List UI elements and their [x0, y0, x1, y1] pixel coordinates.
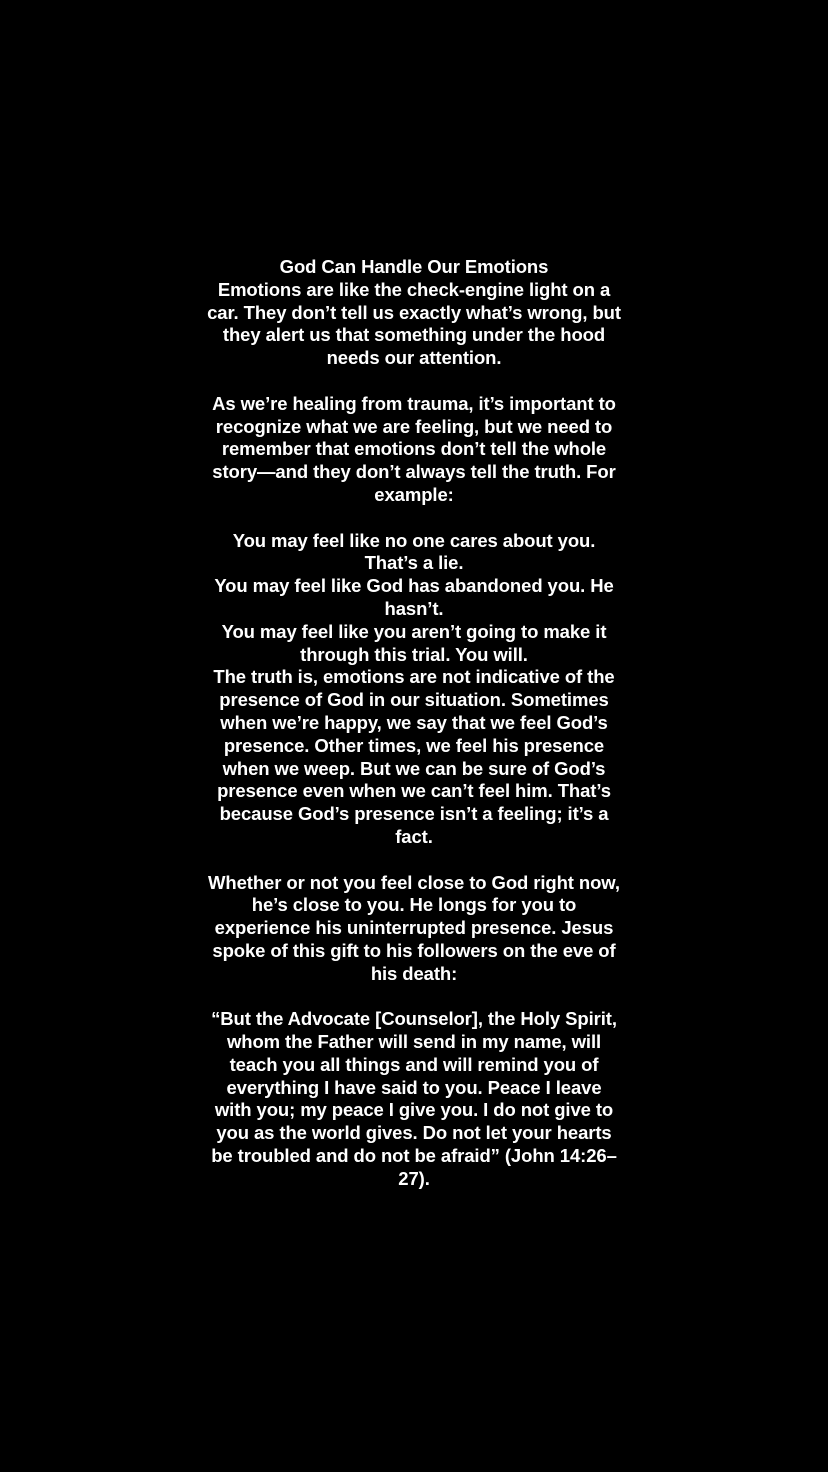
paragraph-spacer [206, 849, 622, 872]
line-god-abandoned: You may feel like God has abandoned you. He hasn’t. [214, 575, 614, 619]
paragraph-close-to-god: Whether or not you feel close to God right now, he’s close to you. He longs for you to experience his uninterrupted presence. Jesus spoke of this gift to his followers on the eve of his death: [208, 871, 620, 984]
paragraph-check-engine: Emotions are like the check-engine light on a car. They don’t tell us exactly what’s wrong, but they alert us that something under the hood needs our attention. [207, 278, 621, 369]
paragraph-spacer [206, 370, 622, 393]
paragraph-healing-trauma: As we’re healing from trauma, it’s important to recognize what we are feeling, but we need to remember that emotions don’t tell the whole story—and they don’t always tell the truth. For example: [212, 392, 616, 505]
paragraph-spacer [206, 986, 622, 1009]
story-title: God Can Handle Our Emotions [279, 256, 549, 277]
line-make-it-through: You may feel like you aren’t going to make it through this trial. You will. [221, 620, 607, 665]
scripture-quote: “But the Advocate [Counselor], the Holy Spirit, whom the Father will send in my name, will teach you all things and will remind you of everything I have said to you. Peace I leave with you; my peace I give you. I do not give to you as the world gives. Do not let your hearts be troubled and do not be afraid” (John 14:26–27). [211, 1008, 617, 1189]
line-no-one-cares: You may feel like no one cares about you. That’s a lie. [232, 529, 596, 574]
paragraph-spacer [206, 507, 622, 530]
paragraph-presence-of-god: The truth is, emotions are not indicative of the presence of God in our situation. Sometimes when we’re happy, we say that we feel God’s presence. Other times, we feel his presence when we weep. But we can be sure of God’s presence even when we can’t feel him. That’s because God’s presence isn’t a feeling; it’s a fact. [213, 666, 615, 847]
story-text-block [206, 256, 622, 1191]
